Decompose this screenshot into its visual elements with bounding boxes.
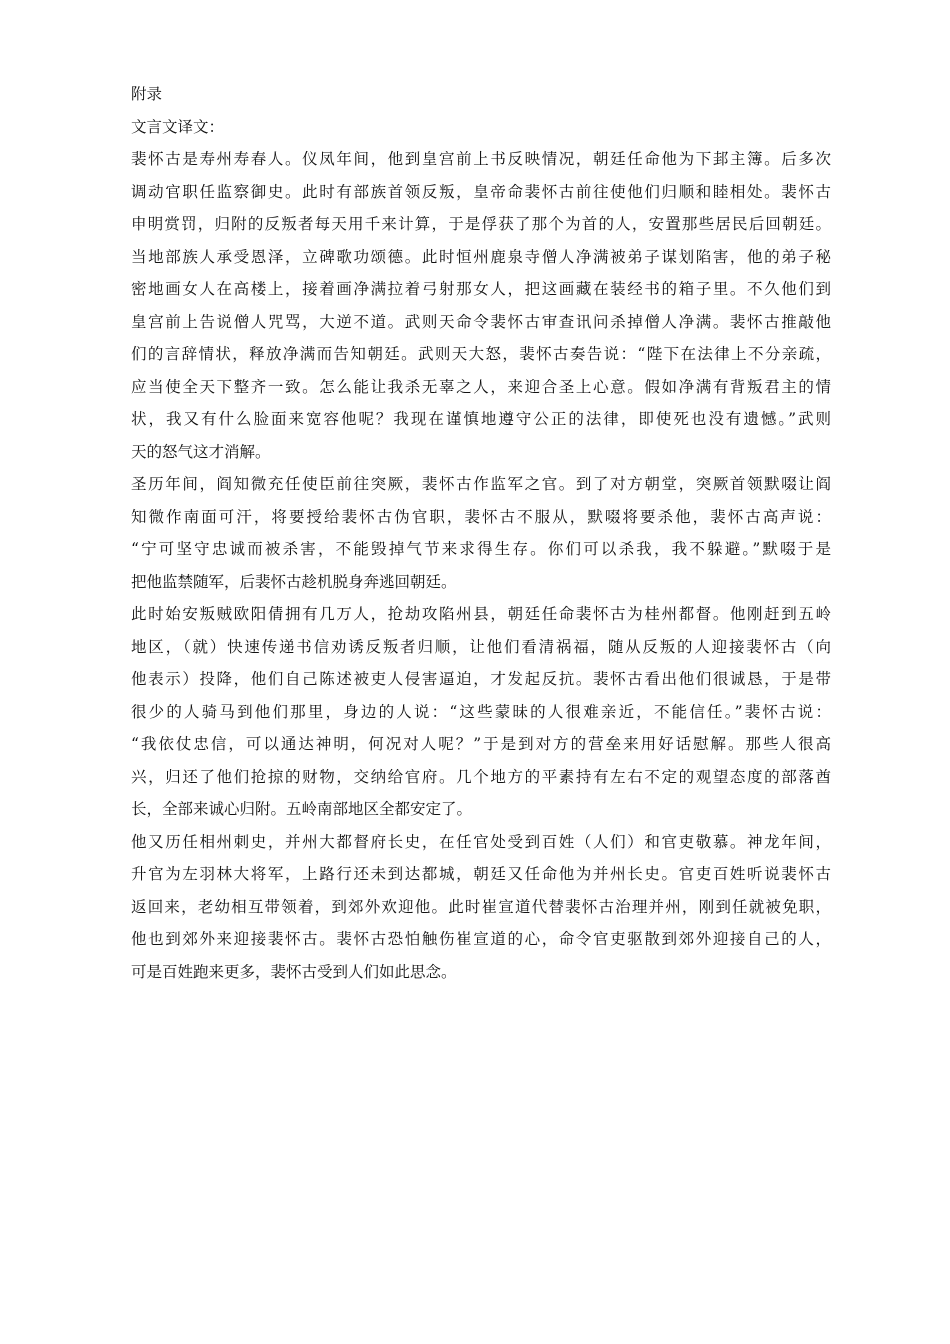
paragraph-line: 他也到郊外来迎接裴怀古。裴怀古恐怕触伤崔宣道的心，命令官吏驱散到郊外迎接自己的人， — [131, 930, 831, 948]
paragraph-line: 他又历任相州刺史，并州大都督府长史，在任官处受到百姓（人们）和官吏敬慕。神龙年间， — [131, 832, 831, 851]
paragraph-line: 兴，归还了他们抢掠的财物，交纳给官府。几个地方的平素持有左右不定的观望态度的部落酋 — [131, 767, 831, 786]
paragraph-line: 很少的人骑马到他们那里，身边的人说：“这些蒙昧的人很难亲近，不能信任。”裴怀古说： — [131, 702, 831, 721]
paragraph-line: 此时始安叛贼欧阳倩拥有几万人，抢劫攻陷州县，朝廷任命裴怀古为桂州都督。他刚赶到五岭 — [131, 605, 831, 623]
paragraph-1 — [131, 143, 831, 468]
paragraph-line: 他表示）投降，他们自己陈述被吏人侵害逼迫，才发起反抗。裴怀古看出他们很诚恳，于是带 — [131, 670, 831, 688]
paragraph-line: 返回来，老幼相互带领着，到郊外欢迎他。此时崔宣道代替裴怀古治理并州，刚到任就被免职， — [131, 897, 831, 916]
paragraph-2 — [131, 468, 831, 598]
paragraph-line: 天的怒气这才消解。 — [131, 442, 271, 461]
paragraph-line: 申明赏罚，归附的反叛者每天用千来计算，于是俘获了那个为首的人，安置那些居民后回朝廷。 — [131, 215, 831, 233]
paragraph-line: 圣历年间，阎知微充任使臣前往突厥，裴怀古作监军之官。到了对方朝堂，突厥首领默啜让阎 — [131, 475, 831, 493]
paragraph-line: 皇宫前上告说僧人咒骂，大逆不道。武则天命令裴怀古审查讯问杀掉僧人净满。裴怀古推敲他 — [131, 312, 831, 331]
paragraph-line: 应当使全天下整齐一致。怎么能让我杀无辜之人，来迎合圣上心意。假如净满有背叛君主的情 — [131, 377, 831, 396]
paragraph-line: “我依仗忠信，可以通达神明，何况对人呢？”于是到对方的营垒来用好话慰解。那些人很高 — [131, 735, 831, 753]
paragraph-line: “宁可坚守忠诚而被杀害，不能毁掉气节来求得生存。你们可以杀我，我不躲避。”默啜于是 — [131, 540, 831, 558]
paragraph-line: 升官为左羽林大将军，上路行还未到达都城，朝廷又任命他为并州长史。官吏百姓听说裴怀古 — [131, 865, 831, 883]
paragraph-line: 知微作南面可汗，将要授给裴怀古伪官职，裴怀古不服从，默啜将要杀他，裴怀古高声说： — [131, 507, 831, 526]
paragraph-line: 可是百姓跑来更多，裴怀古受到人们如此思念。 — [131, 962, 457, 981]
paragraph-line: 当地部族人承受恩泽，立碑歌功颂德。此时恒州鹿泉寺僧人净满被弟子谋划陷害，他的弟子秘 — [131, 247, 831, 266]
paragraph-line: 裴怀古是寿州寿春人。仪凤年间，他到皇宫前上书反映情况，朝廷任命他为下邽主簿。后多次 — [131, 150, 831, 168]
paragraph-3 — [131, 598, 831, 826]
translation-subheading: 文言文译文： — [131, 117, 225, 136]
document-body — [131, 78, 831, 988]
paragraph-4 — [131, 826, 831, 989]
paragraph-line: 密地画女人在高楼上，接着画净满拉着弓射那女人，把这画藏在装经书的箱子里。不久他们到 — [131, 280, 831, 298]
paragraph-line: 地区，（就）快速传递书信劝诱反叛者归顺，让他们看清祸福，随从反叛的人迎接裴怀古（向 — [131, 637, 831, 656]
paragraph-line: 把他监禁随军，后裴怀古趁机脱身奔逃回朝廷。 — [131, 572, 457, 591]
paragraph-line: 调动官职任监察御史。此时有部族首领反叛，皇帝命裴怀古前往使他们归顺和睦相处。裴怀古 — [131, 182, 831, 201]
paragraph-line: 状，我又有什么脸面来宽容他呢？我现在谨慎地遵守公正的法律，即使死也没有遗憾。”武则 — [131, 410, 831, 428]
paragraph-line: 们的言辞情状，释放净满而告知朝廷。武则天大怒，裴怀古奏告说：“陛下在法律上不分亲疏， — [131, 345, 831, 363]
appendix-heading: 附录 — [131, 85, 163, 103]
paragraph-line: 长，全部来诚心归附。五岭南部地区全都安定了。 — [131, 800, 473, 818]
